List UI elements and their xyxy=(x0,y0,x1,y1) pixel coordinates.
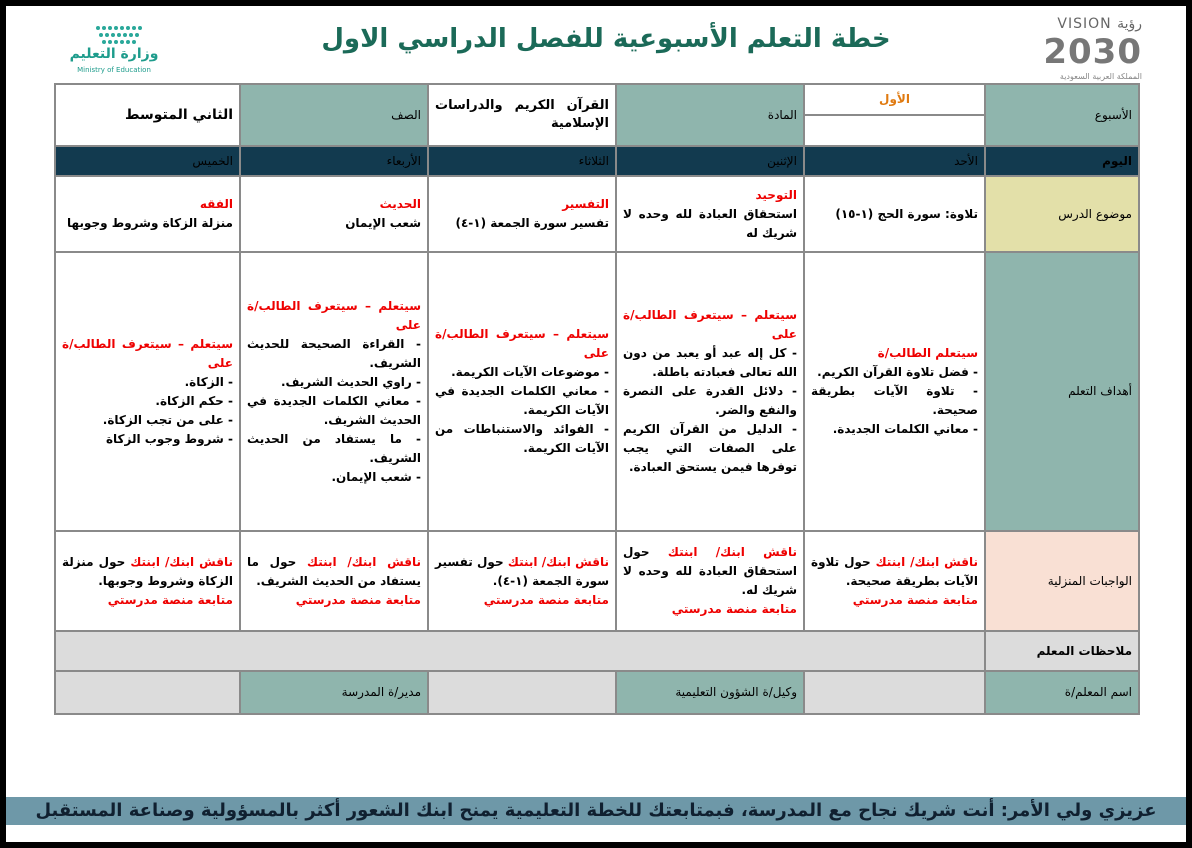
homework-prefix: ناقش ابنك/ ابنتك xyxy=(875,554,978,569)
notes-row xyxy=(55,631,1139,671)
homework-wednesday xyxy=(240,531,428,631)
homework-prefix: ناقش ابنك/ ابنتك xyxy=(130,554,233,569)
subject-label: المادة xyxy=(616,84,804,146)
objectives-sunday-head: سيتعلم الطالب/ة xyxy=(877,346,978,360)
objective-item: - معاني الكلمات الجديدة في الآيات الكريمة. xyxy=(435,384,609,417)
page xyxy=(6,6,1186,842)
objective-item: - ما يستفاد من الحديث الشريف. xyxy=(247,431,421,465)
topic-thursday-title: الفقه xyxy=(199,197,233,211)
objective-item: - شروط وجوب الزكاة xyxy=(105,431,233,446)
page-title: خطة التعلم الأسبوعية للفصل الدراسي الاول xyxy=(321,24,891,54)
objective-item: - القراءة الصحيحة للحديث الشريف. xyxy=(247,336,421,370)
ministry-name-english: Ministry of Education xyxy=(77,66,151,74)
class-label: الصف xyxy=(240,84,428,146)
homework-monday-text: حول استحقاق العبادة لله وحده لا شريك له. xyxy=(623,545,797,597)
homework-platform: متابعة منصة مدرستي xyxy=(852,592,978,607)
vision-country: المملكة العربية السعودية xyxy=(1059,72,1142,81)
homework-prefix: ناقش ابنك/ ابنتك xyxy=(507,554,609,569)
objectives-tuesday xyxy=(428,252,616,531)
teacher-value[interactable] xyxy=(804,671,985,714)
ministry-of-education-logo xyxy=(54,20,184,78)
week-value: الأول xyxy=(805,85,984,116)
homework-platform: متابعة منصة مدرستي xyxy=(107,592,233,607)
homework-sunday-text: حول تلاوة الآيات بطريقة صحيحة. xyxy=(811,554,978,588)
vision-year: 2030 xyxy=(1043,32,1142,72)
homework-tuesday xyxy=(428,531,616,631)
homework-wednesday-text: حول ما يستفاد من الحديث الشريف. xyxy=(247,554,421,588)
homework-platform: متابعة منصة مدرستي xyxy=(671,602,797,616)
homework-thursday xyxy=(55,531,240,631)
objective-item: - شعب الإيمان. xyxy=(331,469,421,484)
deputy-label: وكيل/ة الشؤون التعليمية xyxy=(616,671,804,714)
objective-item: - معاني الكلمات الجديدة. xyxy=(832,422,978,436)
topic-row xyxy=(55,176,1139,252)
teacher-label: اسم المعلم/ة xyxy=(985,671,1139,714)
notes-label: ملاحظات المعلم xyxy=(985,631,1139,671)
deputy-value[interactable] xyxy=(428,671,616,714)
class-value: الثاني المتوسط xyxy=(55,84,240,146)
signature-row xyxy=(55,671,1139,714)
topic-wednesday xyxy=(240,176,428,252)
homework-prefix: ناقش ابنك/ ابنتك xyxy=(307,554,421,569)
day-sunday: الأحد xyxy=(804,146,985,176)
ministry-name-arabic: وزارة التعليم xyxy=(69,46,159,62)
objective-item: - موضوعات الآيات الكريمة. xyxy=(451,365,609,379)
objective-item: - تلاوة الآيات بطريقة صحيحة. xyxy=(811,384,978,417)
day-monday: الإثنين xyxy=(616,146,804,176)
objective-item: - حكم الزكاة. xyxy=(155,393,233,408)
topic-wednesday-title: الحديث xyxy=(379,197,421,211)
objective-item: - فضل تلاوة القرآن الكريم. xyxy=(817,365,978,379)
homework-sunday xyxy=(804,531,985,631)
topic-thursday-text: منزلة الزكاة وشروط وجوبها xyxy=(67,216,233,230)
objectives-wednesday xyxy=(240,252,428,531)
objectives-tuesday-head: سيتعلم – سيتعرف الطالب/ة على xyxy=(435,327,609,360)
principal-value[interactable] xyxy=(55,671,240,714)
objectives-thursday-head: سيتعلم – سيتعرف الطالب/ة على xyxy=(62,336,233,370)
topic-label: موضوع الدرس xyxy=(985,176,1139,252)
subject-value: القرآن الكريم والدراسات الإسلامية xyxy=(428,84,616,146)
objectives-wednesday-head: سيتعلم – سيتعرف الطالب/ة على xyxy=(247,298,421,332)
objectives-sunday xyxy=(804,252,985,531)
vision-label: VISION رؤية xyxy=(1057,16,1142,32)
topic-tuesday-title: التفسير xyxy=(562,197,609,211)
days-row xyxy=(55,146,1139,176)
objectives-monday-head: سيتعلم – سيتعرف الطالب/ة على xyxy=(623,308,797,341)
topic-wednesday-text: شعب الإيمان xyxy=(345,216,421,230)
objective-item: - راوي الحديث الشريف. xyxy=(280,374,421,389)
day-tuesday: الثلاثاء xyxy=(428,146,616,176)
objective-item: - على من تجب الزكاة. xyxy=(102,412,233,427)
objective-item: - معاني الكلمات الجديدة في الحديث الشريف. xyxy=(247,393,421,427)
homework-prefix: ناقش ابنك/ ابنتك xyxy=(667,545,797,559)
homework-thursday-text: حول منزلة الزكاة وشروط وجوبها. xyxy=(62,554,233,588)
day-thursday: الخميس xyxy=(55,146,240,176)
topic-monday-title: التوحيد xyxy=(755,187,797,202)
homework-platform: متابعة منصة مدرستي xyxy=(295,592,421,607)
topic-sunday: تلاوة: سورة الحج (١-١٥) xyxy=(804,176,985,252)
weekly-plan-table xyxy=(54,83,1140,715)
week-blank xyxy=(805,116,984,145)
week-label: الأسبوع xyxy=(985,84,1139,146)
objective-item: - الزكاة. xyxy=(184,374,233,389)
notes-value[interactable] xyxy=(55,631,985,671)
objective-item: - الدليل من القرآن الكريم على الصفات التي يجب توفرها فيمن يستحق العبادة. xyxy=(623,422,797,474)
objective-item: - دلائل القدرة على النصرة والنفع والضر. xyxy=(623,384,797,417)
days-label: اليوم xyxy=(985,146,1139,176)
ministry-dots-icon xyxy=(94,24,144,46)
info-row xyxy=(55,84,1139,146)
objectives-label: أهداف التعلم xyxy=(985,252,1139,531)
day-wednesday: الأربعاء xyxy=(240,146,428,176)
objective-item: - كل إله عبد أو يعبد من دون الله تعالى فعبادته باطلة. xyxy=(623,346,797,379)
objectives-thursday xyxy=(55,252,240,531)
homework-tuesday-text: حول تفسير سورة الجمعة (١-٤). xyxy=(435,554,609,588)
topic-monday-text: استحقاق العبادة لله وحده لا شريك له xyxy=(623,206,797,240)
homework-monday xyxy=(616,531,804,631)
topic-thursday xyxy=(55,176,240,252)
objective-item: - الفوائد والاستنباطات من الآيات الكريمة. xyxy=(435,422,609,455)
objectives-monday xyxy=(616,252,804,531)
topic-monday xyxy=(616,176,804,252)
homework-label: الواجبات المنزلية xyxy=(985,531,1139,631)
week-value-cell xyxy=(804,84,985,146)
homework-row xyxy=(55,531,1139,631)
topic-tuesday-text: تفسير سورة الجمعة (١-٤) xyxy=(455,216,609,230)
vision-2030-logo xyxy=(1026,14,1166,84)
homework-platform: متابعة منصة مدرستي xyxy=(483,592,609,607)
parent-message-footer: عزيزي ولي الأمر: أنت شريك نجاح مع المدرسة، فبمتابعتك للخطة التعليمية يمنح ابنك الشعور أكثر بالمسؤولية وصناعة المستقبل xyxy=(6,797,1186,825)
objectives-row xyxy=(55,252,1139,531)
topic-tuesday xyxy=(428,176,616,252)
principal-label: مدير/ة المدرسة xyxy=(240,671,428,714)
